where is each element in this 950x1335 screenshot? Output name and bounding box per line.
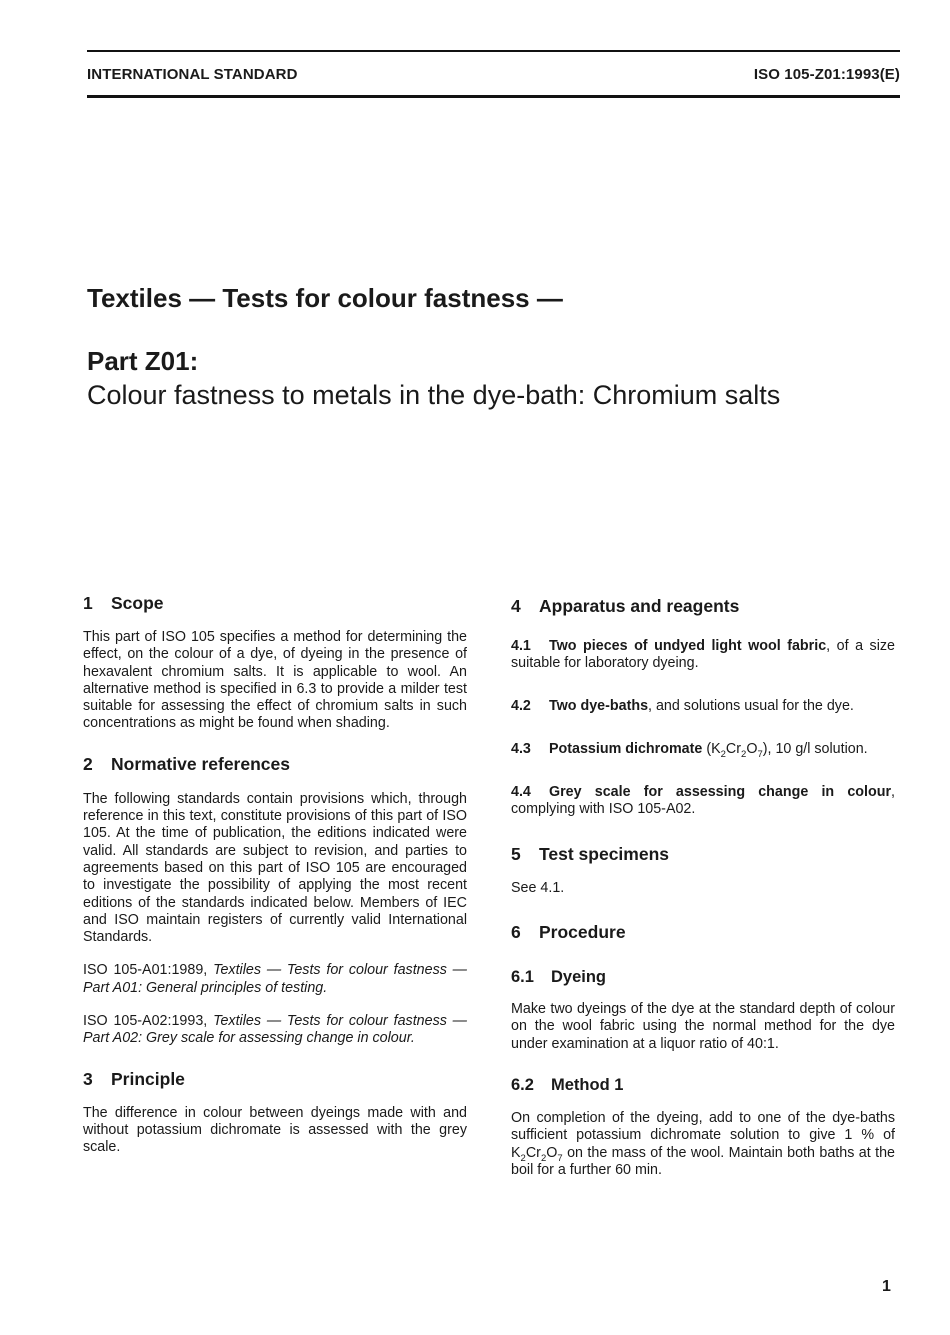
section-5-heading: 5 Test specimens bbox=[511, 843, 670, 864]
reference-2: ISO 105-A02:1993, Textiles — Tests for colour fastness — Part A02: Grey scale for assessing change in colour. bbox=[83, 1013, 467, 1047]
title-part: Part Z01: bbox=[87, 346, 199, 376]
section-1-text: This part of ISO 105 specifies a method for determining the effect, on the colour of a dye, of dyeing in the presence of hexavalent chromium salts. It is applicable to wool. An alternative method is specified in 6.3 to provide a milder test suitable for assessing the effect of chromium salts in such concentrations as might be found when shading. bbox=[83, 629, 467, 732]
header-top-rule bbox=[87, 50, 900, 52]
item-4-4: 4.4 Grey scale for assessing change in colour, complying with ISO 105-A02. bbox=[511, 784, 895, 818]
section-5-text: See 4.1. bbox=[511, 879, 565, 896]
title-subtitle: Colour fastness to metals in the dye-bath: Chromium salts bbox=[87, 380, 781, 410]
item-4-3: 4.3 Potassium dichromate $(K_2Cr_2O_7)$, 10 g/l solution. bbox=[511, 740, 868, 760]
item-4-2: 4.2 Two dye-baths, and solutions usual for the dye. bbox=[511, 697, 854, 714]
section-3-text: The difference in colour between dyeings made with and without potassium dichromate is assessed with the grey scale. bbox=[83, 1104, 467, 1156]
section-4-heading: 4 Apparatus and reagents bbox=[511, 596, 740, 616]
section-2-heading: 2 Normative references bbox=[83, 753, 290, 774]
header-right: ISO 105-Z01:1993(E) bbox=[753, 66, 900, 83]
section-1-heading: 1 Scope bbox=[83, 593, 164, 613]
reference-1: ISO 105-A01:1989, Textiles — Tests for colour fastness — Part A01: General principles of testing. bbox=[83, 962, 467, 996]
section-2-text: The following standards contain provisions which, through reference in this text, constitute provisions of this part of ISO 105. At the time of publication, the editions indicated were valid. All standards are subject to revision, and parties to agreements based on this part of ISO 105 are encouraged to investigate the possibility of applying the most recent editions of the standards indicated below. Members of IEC and ISO maintain registers of currently valid International Standards. bbox=[83, 790, 467, 946]
subsection-6-1-text: Make two dyeings of the dye at the standard depth of colour on the wool fabric using the normal method for the dye under examination at a liquor ratio of 40:1. bbox=[511, 1001, 895, 1052]
subsection-6-1-heading: 6.1 Dyeing bbox=[511, 968, 607, 987]
page-number: 1 bbox=[882, 1278, 891, 1295]
section-3-heading: 3 Principle bbox=[83, 1068, 185, 1089]
right-column bbox=[511, 595, 895, 1179]
left-column bbox=[83, 592, 467, 1157]
subsection-6-2-text: On completion of the dyeing, add to one of the dye-baths sufficient potassium dichromate solution to give 1 % of $K_2Cr_2O_7$ on the mass of the wool. Maintain both baths at the boil for a further 60 min. bbox=[511, 1109, 895, 1178]
section-6-heading: 6 Procedure bbox=[511, 922, 626, 943]
header-left: INTERNATIONAL STANDARD bbox=[87, 66, 298, 83]
item-4-1: 4.1 Two pieces of undyed light wool fabric, of a size suitable for laboratory dyeing. bbox=[511, 638, 895, 672]
header-bottom-rule bbox=[87, 95, 900, 98]
title-line-1: Textiles — Tests for colour fastness — bbox=[87, 283, 563, 313]
subsection-6-2-heading: 6.2 Method 1 bbox=[511, 1075, 624, 1094]
